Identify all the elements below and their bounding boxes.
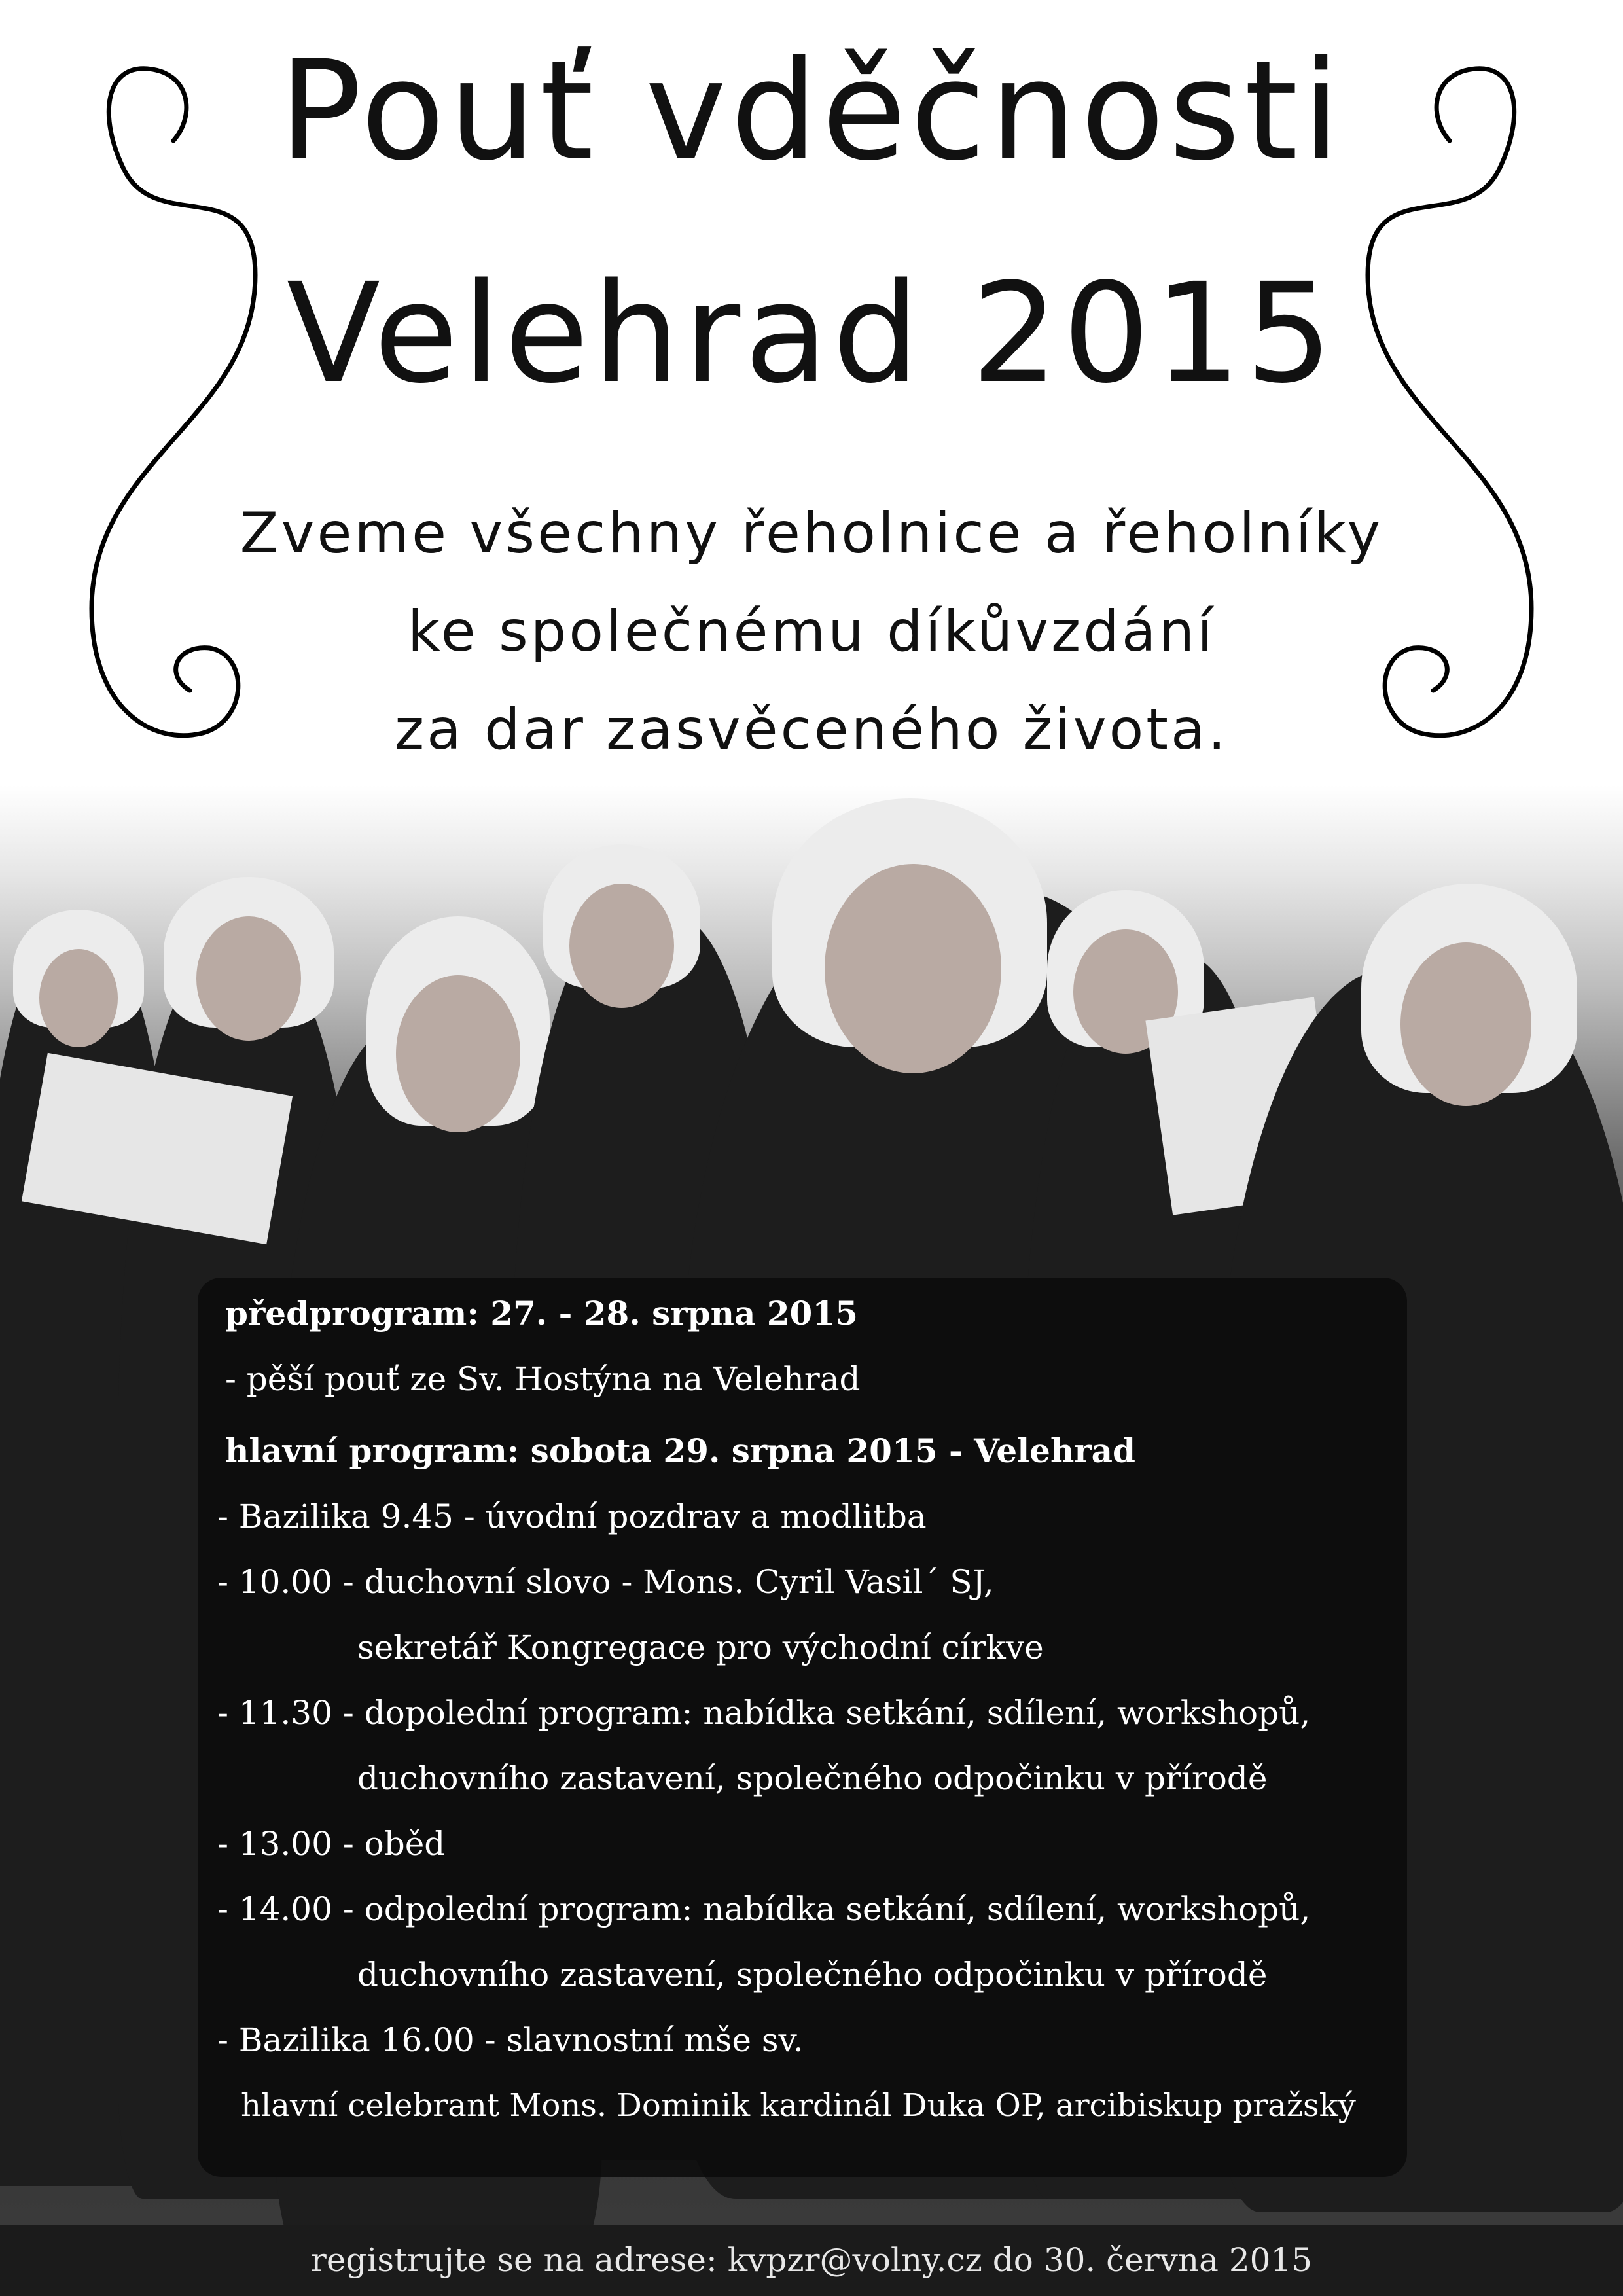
program-item: - 11.30 - dopolední program: nabídka setkání, sdílení, workshopů, — [217, 1694, 1311, 1732]
program-item-continuation: hlavní celebrant Mons. Dominik kardinál Duka OP, arcibiskup pražský — [241, 2087, 1356, 2124]
invitation-line-1: Zveme všechny řeholnice a řeholníky — [240, 501, 1383, 566]
footer-bar — [0, 2225, 1623, 2296]
program-item-continuation: sekretář Kongregace pro východní církve — [357, 1628, 1044, 1666]
invitation-line-2: ke společnému díkůvzdání — [408, 599, 1215, 664]
program-box — [198, 1278, 1407, 2177]
poster-header — [0, 0, 1623, 785]
program-item: - 14.00 - odpolední program: nabídka setkání, sdílení, workshopů, — [217, 1890, 1311, 1928]
preprogram-heading: předprogram: 27. - 28. srpna 2015 — [225, 1294, 858, 1333]
program-item-continuation: duchovního zastavení, společného odpočinku v přírodě — [357, 1956, 1268, 1994]
title-line-2: Velehrad 2015 — [286, 253, 1337, 414]
program-item: - Bazilika 9.45 - úvodní pozdrav a modlitba — [217, 1498, 927, 1535]
program-item: - 13.00 - oběd — [217, 1825, 446, 1863]
main-program-heading: hlavní program: sobota 29. srpna 2015 - Velehrad — [225, 1431, 1135, 1470]
preprogram-item: - pěší pouť ze Sv. Hostýna na Velehrad — [225, 1360, 861, 1398]
program-item: - Bazilika 16.00 - slavnostní mše sv. — [217, 2021, 804, 2059]
invitation-line-3: za dar zasvěceného života. — [395, 697, 1228, 762]
program-item: - 10.00 - duchovní slovo - Mons. Cyril Vasil´ SJ, — [217, 1563, 994, 1601]
title-line-1: Pouť vděčnosti — [279, 31, 1344, 191]
registration-info: registrujte se na adrese: kvpzr@volny.cz do 30. června 2015 — [310, 2241, 1313, 2279]
program-item-continuation: duchovního zastavení, společného odpočinku v přírodě — [357, 1759, 1268, 1797]
